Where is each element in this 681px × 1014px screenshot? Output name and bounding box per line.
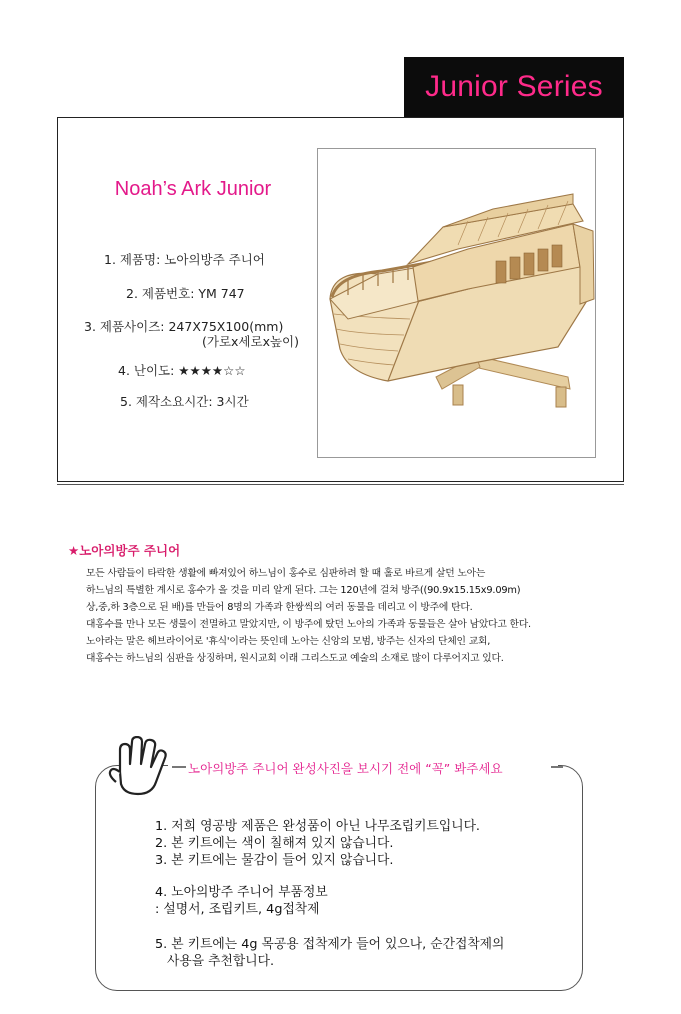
product-info-panel	[57, 117, 624, 482]
notice-item: 4. 노아의방주 주니어 부품정보	[155, 885, 328, 900]
notice-item: 사용을 추천합니다.	[167, 954, 275, 969]
spec-difficulty: 4. 난이도: ★★★★☆☆	[118, 363, 246, 378]
hand-icon	[106, 736, 174, 800]
spec-product-size: 3. 제품사이즈: 247X75X100(mm)	[84, 319, 284, 334]
product-title: Noah’s Ark Junior	[114, 178, 272, 200]
spec-product-name: 1. 제품명: 노아의방주 주니어	[104, 252, 265, 267]
divider	[551, 766, 563, 768]
description-line: 노아라는 말은 헤브라이어로 '휴식'이라는 뜻인데 노아는 신앙의 모범, 방주는 신자의 단체인 교회,	[86, 636, 491, 647]
description-line: 상,중,하 3층으로 된 배)를 만들어 8명의 가족과 한쌍씩의 여러 동물을 데리고 이 방주에 탄다.	[86, 602, 473, 613]
spec-size-note: (가로x세로x높이)	[202, 334, 299, 349]
description-line: 모든 사람들이 타락한 생활에 빠져있어 하느님이 홍수로 심판하려 할 때 홀로 바르게 살던 노아는	[86, 568, 486, 579]
description-line: 하느님의 특별한 계시로 홍수가 올 것을 미리 알게 된다. 그는 120년에 걸쳐 방주((90.9x15.15x9.09m)	[86, 585, 521, 596]
description-line: 대홍수를 만나 모든 생물이 전멸하고 말았지만, 이 방주에 탔던 노아의 가족과 동물들은 살아 남았다고 한다.	[86, 619, 531, 630]
spec-build-time: 5. 제작소요시간: 3시간	[120, 394, 249, 409]
divider	[57, 484, 624, 485]
spec-product-number: 2. 제품번호: YM 747	[126, 286, 245, 301]
notice-item: 3. 본 키트에는 물감이 들어 있지 않습니다.	[155, 853, 394, 868]
notice-item: 2. 본 키트에는 색이 칠해져 있지 않습니다.	[155, 836, 394, 851]
description-line: 대홍수는 하느님의 심판을 상징하며, 원시교회 이래 그리스도교 예술의 소재로 많이 다루어지고 있다.	[86, 653, 504, 664]
notice-item: 5. 본 키트에는 4g 목공용 접착제가 들어 있으나, 순간접착제의	[155, 937, 505, 952]
notice-title: 노아의방주 주니어 완성사진을 보시기 전에 “꼭” 봐주세요	[188, 761, 503, 776]
series-banner: Junior Series	[404, 57, 624, 117]
product-photo	[317, 148, 596, 458]
notice-item: : 설명서, 조립키트, 4g접착제	[155, 902, 320, 917]
wooden-ark-model-icon	[318, 149, 596, 458]
description-heading: ★노아의방주 주니어	[68, 543, 181, 558]
divider	[172, 766, 186, 768]
notice-item: 1. 저희 영공방 제품은 완성품이 아닌 나무조립키트입니다.	[155, 819, 481, 834]
